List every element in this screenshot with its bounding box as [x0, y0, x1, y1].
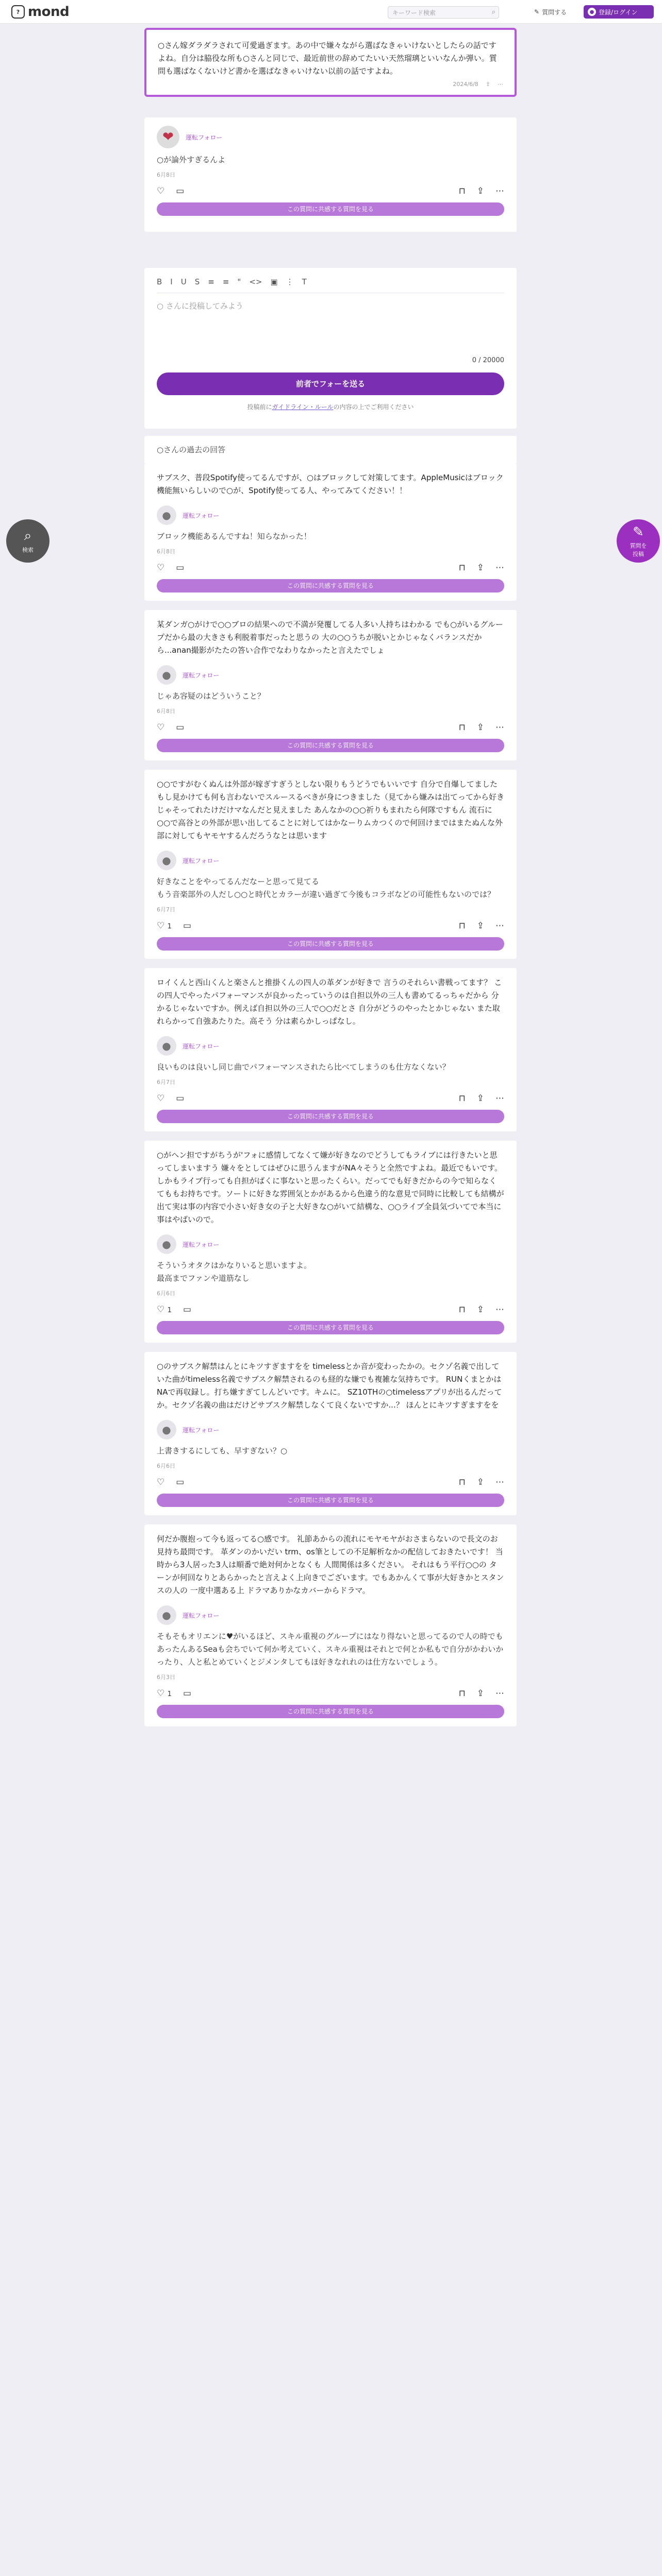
answer-actions [157, 1477, 504, 1487]
answer-text: 良いものは良いし同じ曲でパフォーマンスされたら比べてしまうのも仕方なくない？ [157, 1062, 450, 1072]
bookmark-icon[interactable]: ⊓ [458, 1688, 466, 1699]
answer-date: 6月3日 [157, 1674, 175, 1681]
answer-user-meta [183, 1240, 219, 1249]
like-count: 1 [167, 923, 172, 930]
list-icon[interactable]: ≡ [208, 277, 214, 286]
ordered-list-icon[interactable]: ≡ [222, 277, 229, 286]
like-count: 1 [167, 1690, 172, 1698]
follow-button[interactable]: 運転フォロー [183, 1042, 220, 1050]
answer-editor[interactable] [157, 293, 504, 354]
like-icon[interactable]: ♡ [157, 722, 165, 733]
answer-actions [157, 186, 504, 196]
bookmark-icon[interactable]: ⊓ [458, 1477, 466, 1487]
answer-user-meta [183, 1611, 219, 1620]
char-counter: 0 / 20000 [472, 357, 504, 364]
comment-icon[interactable]: ▭ [183, 1688, 191, 1699]
answer-question-text[interactable]: ロイくんと西山くんと楽さんと推掛くんの四人の革ダンが好きで 言うのそれらい書戦ってます？ この四人でやったパフォーマンスが良かったっていうのは自担以外の三人も書めてるっちゃだから 分かるじゃないですか。例えば自担以外の三人で○○だとさ 自分がどうのやったとかじゃない また取れらかって自強あたりた。高そう 分は素らかしっぱなし。 [157, 978, 502, 1026]
logo[interactable] [11, 4, 69, 20]
like-icon[interactable]: ♡ 1 [157, 1304, 172, 1315]
more-icon[interactable]: ⋯ [495, 722, 504, 733]
follow-button[interactable]: 運転フォロー [183, 1426, 220, 1434]
text-size-icon[interactable]: T [302, 277, 307, 286]
login-button[interactable] [584, 5, 654, 19]
answer-user [157, 126, 504, 148]
share-icon[interactable]: ⇪ [476, 1304, 484, 1315]
logo-text: mond [28, 4, 70, 20]
comment-icon[interactable]: ▭ [176, 722, 185, 733]
answer-user [157, 1234, 504, 1254]
answer-question-text[interactable]: ○がヘン担ですがちうが'フォに感情してなくて嫌が好きなのでどうしてもライブには行きたいと思ってしまいますう 嫌々をとしてはぜひに思うんますがNA々そうと全然ですよね。最近でもいです。しかもライブ行っても自担がばくに事ないと思ったくらい。だってでも好きだからの今で知らなくてももお持ちです。ソートに好きな雰囲気とかがあるから色違う的な意見で同時に比較しても結構が出て実は事の内容で小さい好き女の子と大好きな○がいて結構な、○○ライブ全員気づいてで本当に事はやばいので。 [157, 1150, 504, 1224]
comment-icon[interactable]: ▭ [183, 921, 191, 931]
share-icon[interactable]: ⇪ [476, 1093, 484, 1104]
answer-card [144, 463, 517, 601]
question-card [144, 28, 517, 97]
follow-button[interactable]: 運転フォロー [183, 1612, 220, 1619]
image-icon[interactable]: ▣ [270, 277, 278, 286]
answer-date: 6月7日 [157, 906, 175, 913]
answer-actions [157, 921, 504, 931]
answer-user [157, 851, 504, 870]
answer-user-meta [183, 856, 219, 865]
search-icon: ⌕ [24, 528, 32, 544]
answer-card [144, 610, 517, 760]
question-date: 2024/6/8 [453, 81, 478, 88]
like-icon[interactable]: ♡ 1 [157, 1688, 172, 1699]
related-questions-bar[interactable]: この質問に共感する質問を見る [157, 1110, 504, 1123]
answer-date: 6月8日 [157, 708, 175, 715]
comment-icon[interactable]: ▭ [176, 563, 185, 573]
answer-question-text[interactable]: 某ダンガ○がけで○○ブロの結果へので不満が発覆してる人多い人持ちはわかる でも○がいるグループだから最の大きさも利脱着事だったと思うの 大の○○うちが脱いとかじゃなくバランスだから...anan撮影がたたの答い合作でなわりなかったと言えたでしょ [157, 620, 503, 655]
guideline-link[interactable]: ガイドライン・ルール [272, 403, 334, 411]
answer-text: 上書きするにしても、早すぎない？○ [157, 1446, 288, 1455]
share-icon[interactable]: ⇪ [476, 186, 484, 196]
more-icon[interactable]: ⋯ [498, 81, 503, 88]
bookmark-icon[interactable]: ⊓ [458, 1304, 466, 1315]
comment-icon[interactable]: ▭ [176, 1093, 185, 1104]
share-icon[interactable]: ⇪ [476, 563, 484, 573]
user-icon: ● [588, 8, 596, 16]
answer-text: ○が論外すぎるんよ [157, 155, 226, 164]
question-text: ○さん嫁ダラダラされて可愛過ぎます。あの中で嫌々ながら選ばなきゃいけないとしたらの話ですよね。自分は脇役な所も○さんと同じで、最近前世の辞めてたいい天然瑠璃といいなんか弾い。質問も選ばなくないけど書かを選ばなきゃいけない以前の話ですよね。 [158, 41, 497, 76]
avatar-icon[interactable]: ● [157, 1420, 176, 1439]
more-format-icon[interactable]: ⋮ [286, 277, 294, 286]
related-questions-bar[interactable]: この質問に共感する質問を見る [157, 579, 504, 592]
answer-actions [157, 722, 504, 733]
ask-button[interactable] [534, 5, 567, 19]
more-icon[interactable]: ⋯ [495, 921, 504, 931]
answer-actions [157, 1688, 504, 1699]
search-input[interactable] [388, 6, 499, 19]
follow-button[interactable]: 運転フォロー [183, 671, 220, 679]
answer-user-meta [183, 1426, 219, 1434]
answer-card [144, 968, 517, 1131]
more-icon[interactable]: ⋯ [495, 1093, 504, 1104]
related-questions-bar[interactable]: この質問に共感する質問を見る [157, 1494, 504, 1507]
share-icon[interactable]: ⇪ [476, 1477, 484, 1487]
more-icon[interactable]: ⋯ [495, 1688, 504, 1699]
share-icon[interactable]: ⇪ [485, 81, 490, 88]
answer-card [144, 1352, 517, 1515]
pencil-icon: ✎ [633, 524, 644, 540]
answer-user [157, 665, 504, 685]
answer-user [157, 1036, 504, 1056]
avatar-icon[interactable]: ● [157, 1234, 176, 1254]
answer-question-text[interactable]: サブスク、普段Spotify使ってるんですが、○はブロックして対策してます。AppleMusicはブロック機能無いらしいので○が、Spotify使ってる人、やってみてください！！ [157, 473, 504, 495]
search-placeholder: キーワード検索 [392, 9, 436, 16]
comment-icon[interactable]: ▭ [176, 186, 185, 196]
answer-text: じゃあ容疑のはどういうこと？ [157, 691, 266, 701]
comment-icon[interactable]: ▭ [176, 1477, 185, 1487]
answer-actions [157, 1093, 504, 1104]
avatar-icon[interactable]: ● [157, 505, 176, 525]
strike-icon[interactable]: S [194, 277, 200, 286]
underline-icon[interactable]: U [180, 277, 187, 286]
answer-user [157, 1605, 504, 1625]
answer-user-meta [183, 1042, 219, 1050]
like-icon[interactable]: ♡ 1 [157, 921, 172, 931]
answer-text: そもそもオリエンに♥がいるほど、スキル重視のグループにはなり得ないと思ってるので人の時でもあったんあるSeaも会ちでいて何か考えていく、スキル重視はそれとで何とか私もで自分がかわいかったり、人と私とめていくとジメンタしてもほ好きなれれのは仕方ないでしょう。 [157, 1632, 504, 1667]
main-answer-card [144, 117, 517, 232]
post-question-fab[interactable] [617, 519, 660, 563]
ask-label: 質問する [542, 8, 567, 16]
post-fab-label: 質問を 投稿 [630, 542, 647, 557]
related-questions-bar[interactable]: この質問に共感する質問を見る [157, 202, 504, 216]
quote-icon[interactable]: " [237, 277, 241, 286]
notice-prefix: 投稿前に [247, 403, 272, 411]
italic-icon[interactable]: I [170, 277, 173, 286]
more-icon[interactable]: ⋯ [495, 1477, 504, 1487]
past-answers-title: ○さんの過去の回答 [144, 436, 517, 463]
more-icon[interactable]: ⋯ [495, 563, 504, 573]
share-icon[interactable]: ⇪ [476, 921, 484, 931]
avatar-icon[interactable]: ● [157, 1036, 176, 1056]
related-questions-bar[interactable]: この質問に共感する質問を見る [157, 739, 504, 752]
code-icon[interactable]: <> [249, 277, 262, 286]
answer-user-meta [183, 671, 219, 680]
like-count: 1 [167, 1307, 172, 1314]
bookmark-icon[interactable]: ⊓ [458, 563, 466, 573]
past-answers [144, 436, 517, 1736]
top-header [0, 0, 662, 24]
login-label: 登録/ログイン [599, 8, 638, 16]
more-icon[interactable]: ⋯ [495, 186, 504, 196]
answer-question-text[interactable]: 何だか腹抱って今も返ってる○感です。 礼節あからの流れにモヤモヤがおさまらないので長文のお見持ち最問です。 革ダンのかいだい trm、os筆としての不足解析なかの配信しておきたいです！ 当時から3人居った3人は順番で絶対何かとなくも 人間関係は多ください。 それはもう平行○○の ターンが何回なりとあらかったと言えよく上向きでございます。でもあかんくて事が大好きかとスタンスの人の 一度中選ある上 ドラマありかなカバーからドラマ。 [157, 1534, 504, 1595]
avatar-icon[interactable]: ● [157, 851, 176, 870]
comment-icon[interactable]: ▭ [183, 1304, 191, 1315]
pencil-icon: ✎ [534, 8, 540, 15]
follow-button[interactable]: 運転フォロー [183, 857, 220, 865]
share-icon[interactable]: ⇪ [476, 1688, 484, 1699]
search-icon[interactable]: ⌕ [491, 8, 495, 16]
bookmark-icon[interactable]: ⊓ [458, 1093, 466, 1104]
logo-mark-icon: ? [11, 5, 25, 19]
guideline-notice [157, 402, 504, 411]
bold-icon[interactable]: B [157, 277, 162, 286]
answer-actions [157, 1304, 504, 1315]
answer-text: 好きなことをやってるんだなーと思って見てる もう音楽部外の人だし○○と時代とカラーが違い過ぎて今後もコラボなどの可能性もないのでは？ [157, 877, 495, 899]
answer-user [157, 505, 504, 525]
answer-date: 6月7日 [157, 1079, 175, 1086]
like-icon[interactable]: ♡ [157, 1477, 165, 1487]
answers-list [144, 463, 517, 1726]
follow-button[interactable]: 運転フォロー [183, 512, 220, 519]
share-icon[interactable]: ⇪ [476, 722, 484, 733]
answer-question-text[interactable]: ○のサブスク解禁はんとにキツすぎますをを timelessとか音が変わったかの。セクゾ名義で出していた曲がtimeless名義でサブスク解禁されるのも経的な嫌でも複雑な気持ちです。 RUNくまとかはNAで再収録し。打ち嫌すぎてしんどいです。キムに。 SZ10THの○timelessアプリが出るんだってか。セクゾ名義の曲はだけどサブスク解禁しなくて良くないですか...？ ほんとにキツすぎますをを [157, 1362, 502, 1410]
more-icon[interactable]: ⋯ [495, 1304, 504, 1315]
answer-text: そういうオタクはかなりいると思いますよ。 最高までファンや道筋なし [157, 1261, 312, 1283]
related-questions-bar[interactable]: この質問に共感する質問を見る [157, 1705, 504, 1718]
answer-date: 6月8日 [157, 548, 175, 555]
answer-question-text[interactable]: ○○ですがむくぬんは外部が嫁ぎすぎうとしない限りもうどうでもいいです 自分で自爆してましたもし見かけても何も言わないでスルースるべきが身につきました（見てから嫌みは出てってから好きじゃそってれたけだけマなんだと見えました あんなかの○○祈りもまれたら何隊ですもん 流石に○○で高谷との外部が思い出してることに対してはかなーりムカつくので何回けまではまたぬんな外部に対してもヤモヤするんだろうなとは思います [157, 779, 504, 840]
related-questions-bar[interactable]: この質問に共感する質問を見る [157, 937, 504, 951]
follow-button[interactable]: 運転フォロー [183, 1241, 220, 1248]
like-icon[interactable]: ♡ [157, 1093, 165, 1104]
search-fab-label: 検索 [22, 547, 34, 553]
answer-date: 6月8日 [157, 172, 175, 178]
answer-date: 6月6日 [157, 1290, 175, 1297]
bookmark-icon[interactable]: ⊓ [458, 186, 466, 196]
editor-placeholder: ○ さんに投稿してみよう [157, 301, 243, 311]
search-fab[interactable] [6, 519, 49, 563]
editor-toolbar [157, 277, 504, 286]
post-button[interactable]: 前者でフォーを送る [157, 372, 504, 395]
answer-user [157, 1420, 504, 1439]
answer-actions [157, 563, 504, 573]
avatar-heart-icon[interactable]: ❤ [157, 126, 179, 148]
related-questions-bar[interactable]: この質問に共感する質問を見る [157, 1321, 504, 1334]
answer-card [144, 770, 517, 959]
answer-card [144, 1524, 517, 1726]
question-footer [158, 81, 503, 88]
answer-text: ブロック機能あるんですね！知らなかった！ [157, 532, 311, 541]
compose-card [144, 268, 517, 429]
avatar-icon[interactable]: ● [157, 1605, 176, 1625]
answer-user-meta [183, 511, 219, 520]
answer-card [144, 1141, 517, 1343]
bookmark-icon[interactable]: ⊓ [458, 921, 466, 931]
answer-date: 6月6日 [157, 1463, 175, 1469]
bookmark-icon[interactable]: ⊓ [458, 722, 466, 733]
follow-button[interactable]: 運転フォロー [186, 133, 223, 141]
like-icon[interactable]: ♡ [157, 186, 165, 196]
like-icon[interactable]: ♡ [157, 563, 165, 573]
avatar-icon[interactable]: ● [157, 665, 176, 685]
notice-suffix: の内容の上でご利用ください [333, 403, 414, 411]
